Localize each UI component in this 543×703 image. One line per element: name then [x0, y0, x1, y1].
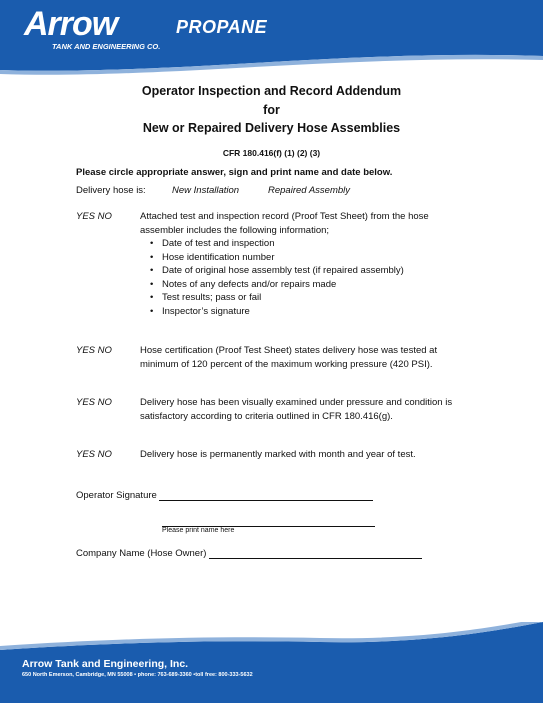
document-title [0, 82, 543, 138]
item-text: Attached test and inspection record (Proof Test Sheet) from the hose assembler includes the following information; [140, 211, 429, 236]
hose-type-label: Delivery hose is: [76, 185, 146, 196]
yes-no-choice[interactable]: YES NO [76, 449, 112, 460]
print-name-row [162, 516, 375, 527]
bullet-icon: • [150, 251, 154, 263]
bullet-icon: • [150, 305, 154, 317]
bullet-icon: • [150, 292, 154, 303]
item-text: Delivery hose has been visually examined under pressure and condition is satisfactory according to criteria outlined in CFR 180.416(g). [140, 397, 453, 422]
item-text: Hose certification (Proof Test Sheet) states delivery hose was tested at minimum of 120 percent of the maximum working pressure (420 PSI). [140, 345, 438, 370]
footer-company-name: Arrow Tank and Engineering, Inc. [22, 658, 189, 670]
operator-signature-field[interactable] [159, 490, 373, 501]
company-name-row [76, 548, 422, 559]
list-item: • Hose identification number [150, 251, 275, 263]
yes-no-choice[interactable]: YES NO [76, 345, 112, 356]
list-item: • Date of test and inspection [150, 238, 275, 249]
logo-subtitle: TANK AND ENGINEERING CO. [52, 42, 161, 51]
list-item: • Test results; pass or fail [150, 292, 262, 303]
yes-no-choice[interactable]: YES NO [76, 397, 112, 408]
item-text: Delivery hose is permanently marked with month and year of test. [140, 449, 416, 460]
yes-no-choice[interactable]: YES NO [76, 211, 112, 222]
info-bullet-list [140, 237, 470, 318]
title-line-2: for [263, 102, 280, 117]
print-name-note: Please print name here [162, 527, 235, 534]
option-new-installation[interactable]: New Installation [172, 185, 240, 196]
print-name-field[interactable] [162, 516, 375, 527]
company-name-field[interactable] [209, 548, 422, 559]
instructions: Please circle appropriate answer, sign and print name and date below. [76, 167, 393, 178]
logo-wordmark: Arrow [24, 5, 118, 43]
operator-signature-row [76, 490, 373, 501]
title-line-1: Operator Inspection and Record Addendum [141, 84, 402, 98]
bullet-icon: • [150, 278, 154, 290]
list-item: • Date of original hose assembly test (if repaired assembly) [150, 265, 404, 276]
option-repaired-assembly[interactable]: Repaired Assembly [268, 185, 351, 196]
bullet-icon: • [150, 265, 154, 276]
operator-signature-label: Operator Signature [76, 490, 157, 501]
company-name-label: Company Name (Hose Owner) [76, 548, 207, 559]
header-banner [0, 0, 543, 88]
cfr-reference: CFR 180.416(f) (1) (2) (3) [222, 148, 321, 158]
title-line-3: New or Repaired Delivery Hose Assemblies [142, 121, 401, 135]
bullet-icon: • [150, 238, 154, 249]
list-item: • Notes of any defects and/or repairs made [150, 278, 337, 290]
list-item: • Inspector’s signature [150, 305, 250, 317]
hose-type-row [76, 185, 351, 196]
logo-propane-text: PROPANE [176, 17, 268, 37]
footer-address: 650 North Emerson, Cambridge, MN 55008 • phone: 763-689-3360 •toll free: 800-333-5632 [22, 672, 253, 678]
